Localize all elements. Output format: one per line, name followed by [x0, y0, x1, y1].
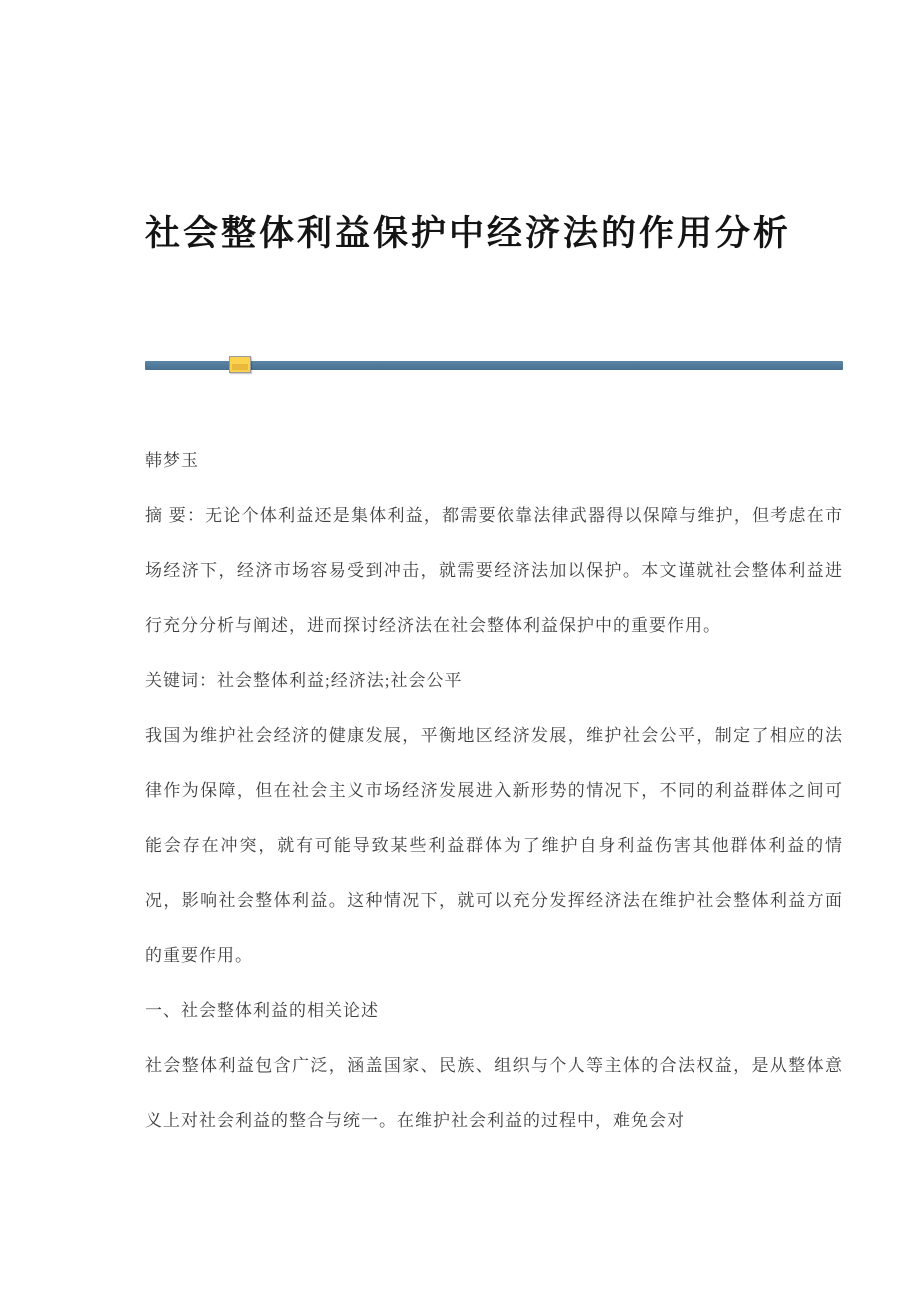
abstract-paragraph: 摘 要：无论个体利益还是集体利益，都需要依靠法律武器得以保障与维护，但考虑在市场经济下，经济市场容易受到冲击，就需要经济法加以保护。本文谨就社会整体利益进行充分分析与阐述，进而探讨经济法在社会整体利益保护中的重要作用。 [145, 506, 843, 635]
body-paragraph: 我国为维护社会经济的健康发展，平衡地区经济发展，维护社会公平，制定了相应的法律作为保障，但在社会主义市场经济发展进入新形势的情况下，不同的利益群体之间可能会存在冲突，就有可能导致某些利益群体为了维护自身利益伤害其他群体利益的情况，影响社会整体利益。这种情况下，就可以充分发挥经济法在维护社会整体利益方面的重要作用。 [145, 726, 843, 965]
title-divider [145, 361, 843, 371]
keywords-line: 关键词：社会整体利益;经济法;社会公平 [145, 671, 463, 690]
page-title: 社会整体利益保护中经济法的作用分析 [145, 214, 792, 253]
body-paragraph: 社会整体利益包含广泛，涵盖国家、民族、组织与个人等主体的合法权益，是从整体意义上对社会利益的整合与统一。在维护社会利益的过程中，难免会对 [145, 1056, 843, 1130]
document-body [145, 433, 843, 1148]
author-name: 韩梦玉 [145, 451, 199, 470]
image-placeholder-icon [229, 356, 251, 373]
section-heading: 一、社会整体利益的相关论述 [145, 1001, 379, 1020]
